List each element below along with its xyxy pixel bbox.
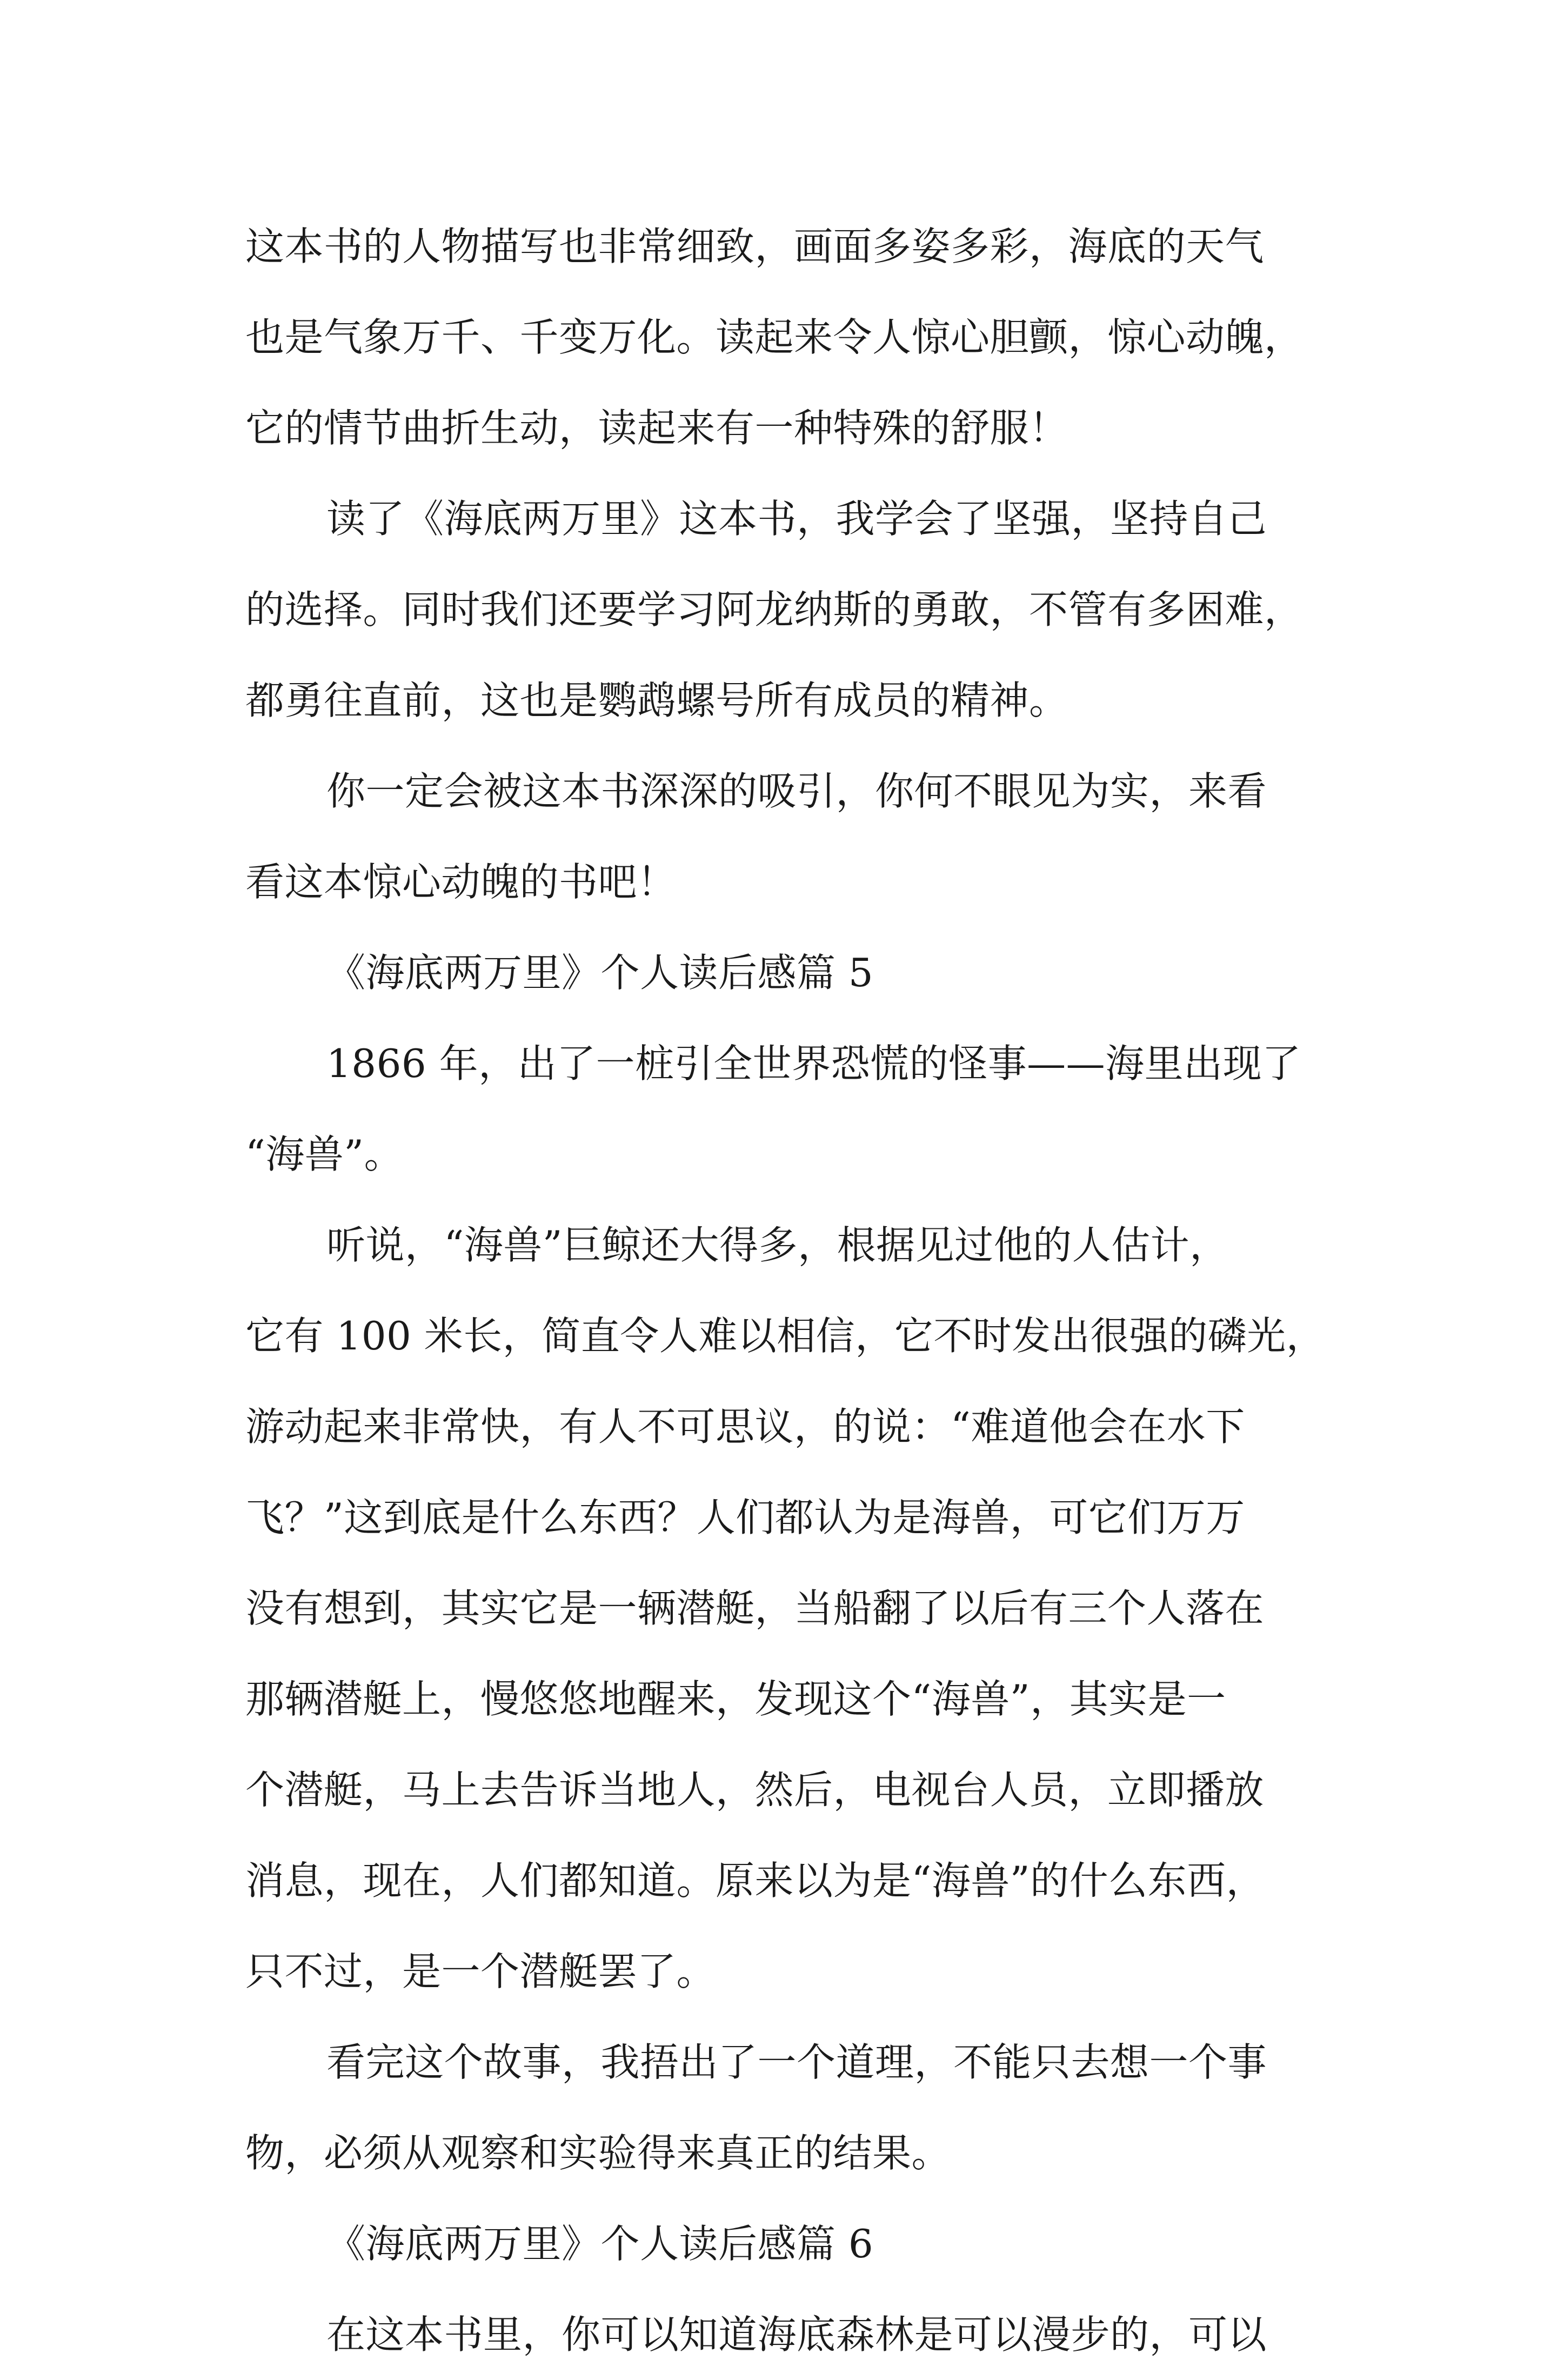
text-line: 听说，“海兽”巨鲸还大得多，根据见过他的人估计， — [326, 1222, 1229, 1268]
text-line: 也是气象万千、千变万化。读起来令人惊心胆颤，惊心动魄， — [245, 315, 1304, 360]
text-line: 只不过，是一个潜艇罢了。 — [245, 1949, 716, 1994]
text-line: 那辆潜艇上，慢悠悠地醒来，发现这个“海兽”，其实是一 — [245, 1676, 1226, 1722]
text-line: 这本书的人物描写也非常细致，画面多姿多彩，海底的天气 — [245, 224, 1265, 269]
text-line: 都勇往直前，这也是鹦鹉螺号所有成员的精神。 — [245, 678, 1068, 723]
text-line: 你一定会被这本书深深的吸引，你何不眼见为实，来看 — [326, 768, 1267, 814]
text-line: 飞？”这到底是什么东西？人们都认为是海兽，可它们万万 — [245, 1495, 1245, 1540]
text-line: 在这本书里，你可以知道海底森林是可以漫步的，可以 — [326, 2312, 1267, 2357]
text-line: “海兽”。 — [245, 1132, 404, 1177]
text-line: 它有 100 米长，简直令人难以相信，它不时发出很强的磷光， — [245, 1313, 1326, 1359]
section-heading: 《海底两万里》个人读后感篇 5 — [326, 950, 874, 995]
section-heading: 《海底两万里》个人读后感篇 6 — [326, 2221, 874, 2267]
text-line: 看完这个故事，我捂出了一个道理，不能只去想一个事 — [326, 2040, 1267, 2085]
text-line: 看这本惊心动魄的书吧！ — [245, 859, 677, 905]
body-text — [245, 201, 1342, 2380]
text-line: 没有想到，其实它是一辆潜艇，当船翻了以后有三个人落在 — [245, 1586, 1265, 1631]
text-line: 读了《海底两万里》这本书，我学会了坚强，坚持自己 — [326, 496, 1267, 541]
text-line: 1866 年，出了一桩引全世界恐慌的怪事——海里出现了 — [326, 1041, 1301, 1086]
text-line: 的选择。同时我们还要学习阿龙纳斯的勇敢，不管有多困难， — [245, 587, 1304, 632]
text-line: 物，必须从观察和实验得来真正的结果。 — [245, 2130, 951, 2176]
text-line: 个潜艇，马上去告诉当地人，然后，电视台人员，立即播放 — [245, 1767, 1265, 1813]
text-line: 消息，现在，人们都知道。原来以为是“海兽”的什么东西， — [245, 1858, 1266, 1903]
text-line: 它的情节曲折生动，读起来有一种特殊的舒服！ — [245, 405, 1068, 451]
text-line: 游动起来非常快，有人不可思议，的说：“难道他会在水下 — [245, 1404, 1245, 1449]
